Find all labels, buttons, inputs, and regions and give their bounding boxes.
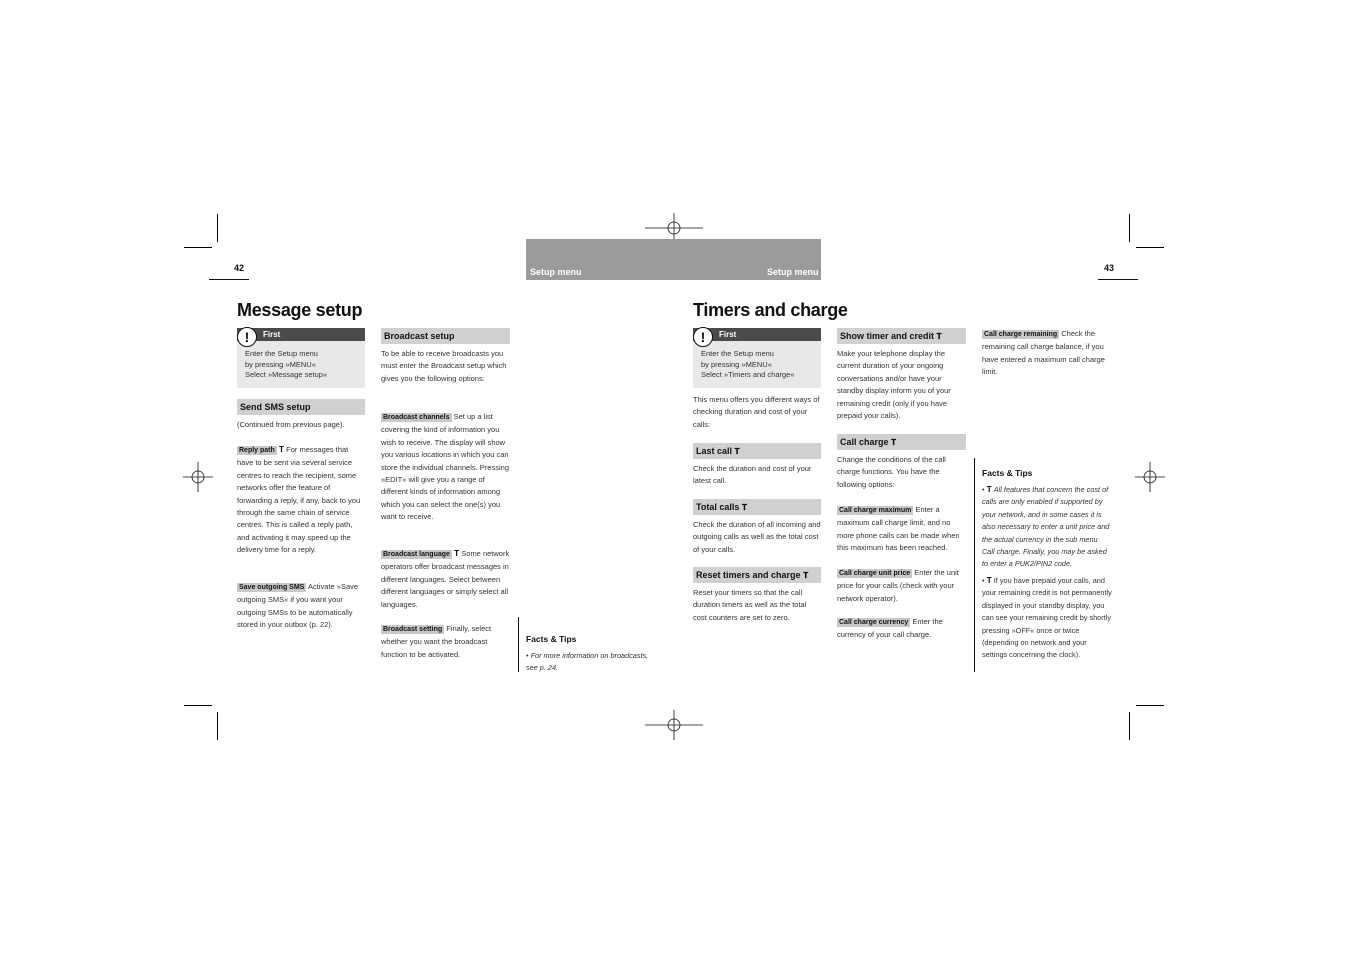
antenna-icon: 𝚻 [891, 438, 897, 447]
crop-mark [217, 214, 218, 242]
call-charge-unit-label: Call charge unit price [839, 570, 911, 577]
antenna-icon: 𝚻 [803, 571, 809, 580]
broadcast-language-label: Broadcast language [383, 551, 450, 558]
call-charge-remaining-paragraph [982, 328, 1112, 379]
call-charge-max-text: Enter a maximum call charge limit, and no more phone calls can be made when this maximum has been reached. [837, 505, 960, 553]
facts-rule-left [518, 617, 519, 672]
page-rule-right [1098, 279, 1138, 280]
facts-item-right-1-text: All features that concern the cost of calls are only enabled if supported by your network, and in some cases it is also necessary to enter a unit price and the actual currency in the sub menu Call charge. Finally, you may be asked to enter a PUK2/PIN2 code. [982, 485, 1110, 569]
facts-title-left: Facts & Tips [526, 634, 577, 644]
show-timer-heading: Show timer and credit [840, 331, 935, 341]
facts-item-right-1: • 𝚻 All features that concern the cost of calls are only enabled if supported by your network, and in some cases it is also necessary to enter a unit price and the actual currency in the sub menu Call charge. Finally, you may be asked to enter a PUK2/PIN2 code. [982, 485, 1110, 569]
antenna-icon: 𝚻 [734, 447, 740, 456]
header-left-label: Setup menu [530, 267, 582, 277]
page-title-right: Timers and charge [693, 300, 848, 320]
save-outgoing-paragraph [237, 581, 365, 632]
first-label: First [693, 328, 821, 341]
crop-mark [1136, 247, 1164, 248]
broadcast-setting-paragraph [381, 623, 510, 661]
call-charge-unit-paragraph [837, 567, 966, 605]
section-heading-show-timer [837, 328, 966, 344]
registration-mark-bottom [645, 710, 703, 740]
broadcast-intro: To be able to receive broadcasts you must enter the Broadcast setup which gives you the following options: [381, 349, 507, 383]
crop-mark [1129, 712, 1130, 740]
broadcast-channels-paragraph [381, 411, 510, 524]
call-charge-remaining-text: Check the remaining call charge balance, if you have entered a maximum call charge limit. [982, 329, 1105, 377]
first-box-left [237, 328, 365, 388]
page-number-right: 43 [1104, 263, 1115, 273]
antenna-icon: 𝚻 [278, 445, 285, 454]
first-box-right [693, 328, 821, 388]
page-rule-left [209, 279, 249, 280]
antenna-icon: 𝚻 [986, 576, 992, 585]
first-line: Select »Timers and charge« [701, 370, 795, 379]
antenna-icon: 𝚻 [454, 549, 460, 558]
call-charge-heading: Call charge [840, 437, 889, 447]
call-charge-unit-text: Enter the unit price for your calls (check with your network operator). [837, 568, 959, 603]
section-heading-call-charge [837, 434, 966, 450]
reset-timers-text: Reset your timers so that the call duration timers as well as the total cost counters are set to zero. [693, 588, 807, 622]
broadcast-setting-label: Broadcast setting [383, 626, 443, 633]
page-title-left: Message setup [237, 300, 363, 320]
exclamation-icon: ! [237, 327, 257, 347]
section-heading-reset-timers [693, 567, 821, 583]
call-charge-max-paragraph [837, 504, 966, 555]
timers-intro: This menu offers you different ways of checking duration and cost of your calls: [693, 395, 820, 429]
facts-item-right-2: • 𝚻 If you have prepaid your calls, and your remaining credit is not permanently displayed in your standby display, you can see your remaining credit by shortly pressing »OFF« once or twice (depending on network and your settings concerning the clock). [982, 576, 1112, 660]
broadcast-channels-text: Set up a list covering the kind of information you wish to receive. The display will show you various locations in which you can store the individual channels. Pressing »EDIT« will give you a range of different kinds of information among which you can select the one(s) you want to receive. [381, 412, 509, 522]
section-heading-send-sms: Send SMS setup [237, 399, 365, 415]
broadcast-language-paragraph [381, 548, 510, 611]
first-line: Enter the Setup menu [701, 349, 774, 358]
reply-path-label: Reply path [239, 447, 275, 454]
facts-title-right: Facts & Tips [982, 468, 1033, 478]
call-charge-max-label: Call charge maximum [839, 507, 912, 514]
show-timer-text: Make your telephone display the current duration of your ongoing conversations and/or have your standby display inform you of your remaining credit (only if you have prepaid your calls). [837, 349, 951, 421]
call-charge-remaining-label: Call charge remaining [984, 331, 1058, 338]
save-outgoing-text: Activate »Save outgoing SMS« if you want your outgoing SMSs to be automatically stored in your outbox (p. 22). [237, 582, 359, 630]
continued-note: (Continued from previous page). [237, 420, 345, 429]
crop-mark [217, 712, 218, 740]
first-line: by pressing »MENU« [701, 359, 772, 369]
antenna-icon: 𝚻 [936, 332, 942, 341]
call-charge-intro: Change the conditions of the call charge functions. You have the following options: [837, 455, 946, 489]
section-heading-broadcast: Broadcast setup [381, 328, 510, 344]
facts-item-left: • For more information on broadcasts, see p. 24. [526, 651, 649, 673]
crop-mark [184, 247, 212, 248]
last-call-heading: Last call [696, 446, 733, 456]
first-line: Enter the Setup menu [245, 349, 318, 358]
first-line: Select »Message setup« [245, 370, 328, 379]
registration-mark-left [183, 462, 213, 492]
crop-mark [1129, 214, 1130, 242]
first-line: by pressing »MENU« [245, 359, 316, 369]
call-charge-currency-paragraph [837, 616, 966, 642]
exclamation-icon: ! [693, 327, 713, 347]
save-outgoing-label: Save outgoing SMS [239, 584, 305, 591]
reply-path-text: For messages that have to be sent via several service centres to reach the recipient, some networks offer the feature of forwarding a reply, if any, back to you through the same chain of service centres. This is called a reply path, and activating it may speed up the delivery time for a reply. [237, 445, 361, 555]
total-calls-text: Check the duration of all incoming and outgoing calls as well as the total cost of your calls. [693, 520, 821, 554]
last-call-text: Check the duration and cost of your latest call. [693, 464, 812, 486]
section-heading-total-calls [693, 499, 821, 515]
facts-rule-right [974, 458, 975, 672]
broadcast-setting-text: Finally, select whether you want the broadcast function to be activated. [381, 624, 492, 659]
broadcast-language-text: Some network operators offer broadcast messages in different languages. Select between different languages or simply select all languages. [381, 549, 510, 609]
total-calls-heading: Total calls [696, 502, 740, 512]
crop-mark [184, 705, 212, 706]
call-charge-currency-label: Call charge currency [839, 619, 909, 626]
registration-mark-right [1135, 462, 1165, 492]
antenna-icon: 𝚻 [986, 485, 992, 494]
facts-item-right-2-text: If you have prepaid your calls, and your remaining credit is not permanently displayed in your standby display, you can see your remaining credit by shortly pressing »OFF« once or twice (depending on network and your settings concerning the clock). [982, 576, 1112, 660]
call-charge-currency-text: Enter the currency of your call charge. [837, 617, 943, 640]
broadcast-channels-label: Broadcast channels [383, 414, 450, 421]
crop-mark [1136, 705, 1164, 706]
section-heading-last-call [693, 443, 821, 459]
first-label: First [237, 328, 365, 341]
reset-timers-heading: Reset timers and charge [696, 570, 801, 580]
reply-path-paragraph [237, 444, 365, 557]
antenna-icon: 𝚻 [741, 503, 748, 512]
header-right-label: Setup menu [767, 267, 819, 277]
page-number-left: 42 [234, 263, 245, 273]
